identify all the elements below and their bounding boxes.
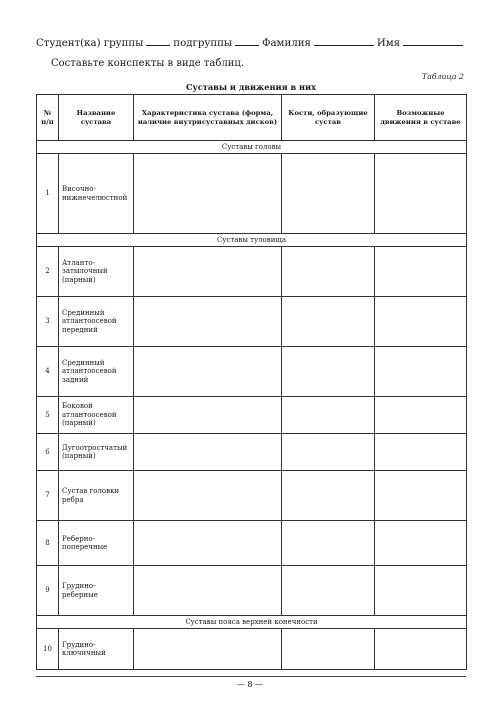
bones-cell[interactable] (282, 397, 375, 434)
bones-cell[interactable] (282, 347, 375, 397)
joint-name: Грудино-реберные (59, 566, 134, 616)
row-number: 5 (37, 397, 59, 434)
joints-table (36, 94, 467, 670)
characteristic-cell[interactable] (134, 154, 282, 234)
movements-cell[interactable] (375, 566, 467, 616)
subgroup-blank (235, 36, 259, 46)
page-number: — 8 — (236, 680, 264, 689)
characteristic-cell[interactable] (134, 247, 282, 297)
row-number: 6 (37, 434, 59, 471)
bones-cell[interactable] (282, 566, 375, 616)
footer-divider (36, 676, 466, 677)
table-header-row (37, 95, 467, 141)
joint-name: Атланто-затылочный (парный) (59, 247, 134, 297)
instruction-text: Составьте конспекты в виде таблиц. (51, 58, 245, 69)
characteristic-cell[interactable] (134, 347, 282, 397)
row-number: 8 (37, 521, 59, 566)
joint-name: Боковой атлантоосевой (парный) (59, 397, 134, 434)
characteristic-cell[interactable] (134, 566, 282, 616)
section-title: Суставы туловища (37, 234, 467, 247)
student-group-label: Студент(ка) группы (36, 38, 144, 49)
bones-cell[interactable] (282, 154, 375, 234)
movements-cell[interactable] (375, 297, 467, 347)
table-row (37, 629, 467, 670)
characteristic-cell[interactable] (134, 434, 282, 471)
row-number: 9 (37, 566, 59, 616)
table-row (37, 347, 467, 397)
joint-name: Грудино-ключичный (59, 629, 134, 670)
movements-cell[interactable] (375, 471, 467, 521)
joint-name: Дугоотростчатый (парный) (59, 434, 134, 471)
joint-name: Сустав головки ребра (59, 471, 134, 521)
name-label: Имя (376, 38, 401, 49)
row-number: 4 (37, 347, 59, 397)
col-header-characteristic: Характеристика сустава (форма, наличие внутрисуставных дисков) (134, 95, 282, 141)
row-number: 10 (37, 629, 59, 670)
table-number: Таблица 2 (421, 72, 464, 81)
student-info-line (36, 36, 466, 49)
surname-label: Фамилия (262, 38, 311, 49)
characteristic-cell[interactable] (134, 297, 282, 347)
joint-name: Срединный атлантоосевой передний (59, 297, 134, 347)
movements-cell[interactable] (375, 247, 467, 297)
movements-cell[interactable] (375, 154, 467, 234)
table-row (37, 247, 467, 297)
bones-cell[interactable] (282, 297, 375, 347)
col-header-num: № п/п (37, 95, 59, 141)
movements-cell[interactable] (375, 397, 467, 434)
table-row (37, 154, 467, 234)
table-title: Суставы и движения в них (186, 82, 316, 92)
subgroup-label: подгруппы (173, 38, 233, 49)
col-header-bones: Кости, образующие сустав (282, 95, 375, 141)
surname-blank (314, 36, 374, 46)
table-row (37, 297, 467, 347)
section-title: Суставы пояса верхней конечности (37, 616, 467, 629)
bones-cell[interactable] (282, 629, 375, 670)
table-row (37, 566, 467, 616)
col-header-name: Название сустава (59, 95, 134, 141)
bones-cell[interactable] (282, 471, 375, 521)
joint-name: Реберно-поперечные (59, 521, 134, 566)
characteristic-cell[interactable] (134, 521, 282, 566)
row-number: 1 (37, 154, 59, 234)
section-title: Суставы головы (37, 141, 467, 154)
name-blank (403, 36, 463, 46)
table-row (37, 521, 467, 566)
movements-cell[interactable] (375, 521, 467, 566)
joint-name: Височно-нижнечелюстной (59, 154, 134, 234)
row-number: 7 (37, 471, 59, 521)
section-row (37, 616, 467, 629)
bones-cell[interactable] (282, 434, 375, 471)
row-number: 3 (37, 297, 59, 347)
bones-cell[interactable] (282, 247, 375, 297)
movements-cell[interactable] (375, 629, 467, 670)
table-row (37, 471, 467, 521)
bones-cell[interactable] (282, 521, 375, 566)
col-header-movements: Возможные движения в суставе (375, 95, 467, 141)
movements-cell[interactable] (375, 347, 467, 397)
group-blank (146, 36, 170, 46)
section-row (37, 234, 467, 247)
section-row (37, 141, 467, 154)
movements-cell[interactable] (375, 434, 467, 471)
table-row (37, 397, 467, 434)
table-row (37, 434, 467, 471)
characteristic-cell[interactable] (134, 471, 282, 521)
characteristic-cell[interactable] (134, 397, 282, 434)
joint-name: Срединный атлантоосевой задний (59, 347, 134, 397)
characteristic-cell[interactable] (134, 629, 282, 670)
row-number: 2 (37, 247, 59, 297)
